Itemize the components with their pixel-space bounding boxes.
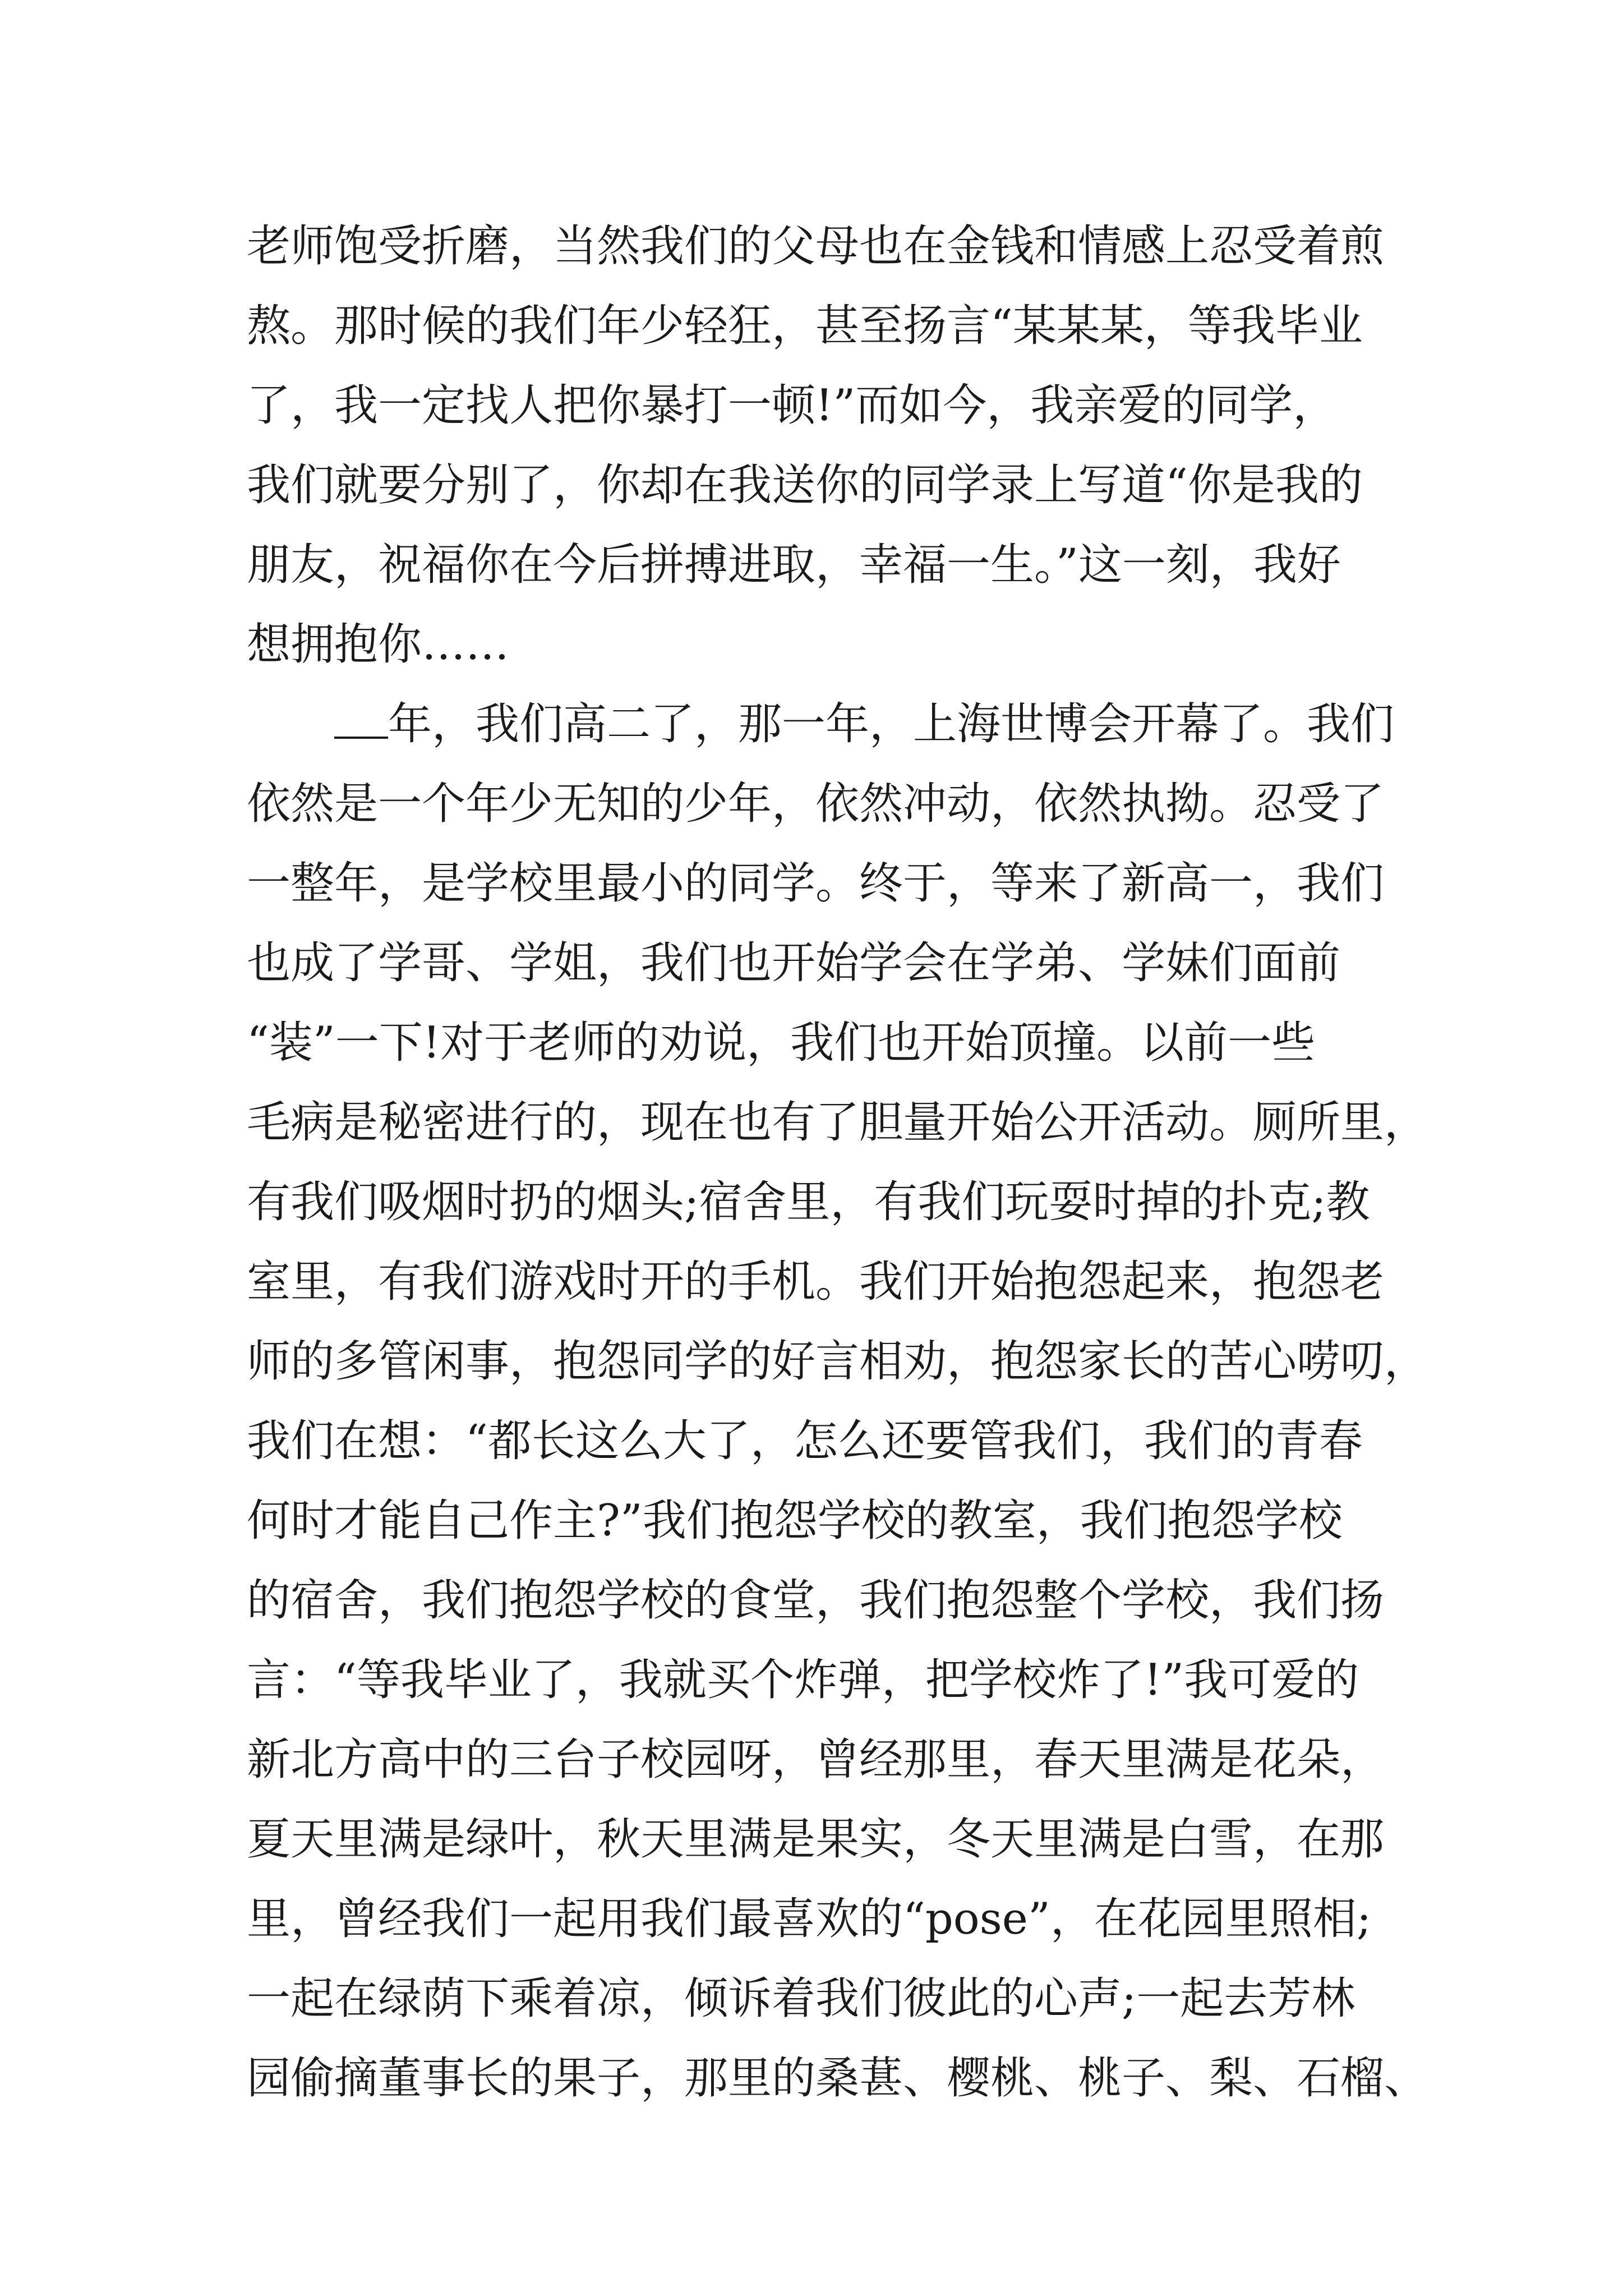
text-line: 夏天里满是绿叶，秋天里满是果实，冬天里满是白雪，在那 xyxy=(247,1814,1385,1865)
text-line: 言：“等我毕业了，我就买个炸弹，把学校炸了!”我可爱的 xyxy=(247,1655,1359,1705)
text-line: 的宿舍，我们抱怨学校的食堂，我们抱怨整个学校，我们扬 xyxy=(247,1575,1385,1626)
text-line: 熬。那时候的我们年少轻狂，甚至扬言“某某某，等我毕业 xyxy=(247,301,1363,351)
text-line: 一起在绿荫下乘着凉，倾诉着我们彼此的心声;一起去芳林 xyxy=(247,1973,1355,2024)
text-line: 新北方高中的三台子校园呀，曾经那里，春天里满是花朵， xyxy=(247,1734,1385,1785)
text-line: 室里，有我们游戏时开的手机。我们开始抱怨起来，抱怨老 xyxy=(247,1257,1385,1307)
text-line: 年，我们高二了，那一年，上海世博会开幕了。我们 xyxy=(388,699,1395,749)
text-line: 园偷摘董事长的果子，那里的桑葚、樱桃、桃子、梨、石榴、 xyxy=(247,2053,1428,2104)
text-line: 想拥抱你…… xyxy=(247,619,510,670)
text-line: 一整年，是学校里最小的同学。终于，等来了新高一，我们 xyxy=(247,858,1385,909)
text-line: 有我们吸烟时扔的烟头;宿舍里，有我们玩耍时掉的扑克;教 xyxy=(247,1177,1370,1227)
body-text xyxy=(247,206,1428,2118)
text-line: 我们就要分别了，你却在我送你的同学录上写道“你是我的 xyxy=(247,460,1363,510)
text-line: 朋友，祝福你在今后拼搏进取，幸福一生。”这一刻，我好 xyxy=(247,540,1341,590)
text-line: 也成了学哥、学姐，我们也开始学会在学弟、学妹们面前 xyxy=(247,938,1341,988)
text-line: 我们在想：“都长这么大了，怎么还要管我们，我们的青春 xyxy=(247,1416,1363,1466)
paragraph-first-line xyxy=(247,684,1395,764)
text-line: 里，曾经我们一起用我们最喜欢的“pose”，在花园里照相; xyxy=(247,1894,1372,1944)
text-line: 毛病是秘密进行的，现在也有了胆量开始公开活动。厕所里， xyxy=(247,1097,1428,1148)
text-line: 了，我一定找人把你暴打一顿!”而如今，我亲爱的同学， xyxy=(247,380,1337,431)
text-line: 何时才能自己作主?”我们抱怨学校的教室，我们抱怨学校 xyxy=(247,1496,1343,1546)
text-line: “装”一下!对于老师的劝说，我们也开始顶撞。以前一些 xyxy=(247,1018,1316,1068)
text-line: 师的多管闲事，抱怨同学的好言相劝，抱怨家长的苦心唠叨， xyxy=(247,1336,1428,1387)
text-line: 老师饱受折磨，当然我们的父母也在金钱和情感上忍受着煎 xyxy=(247,221,1385,272)
fill-in-blank xyxy=(334,697,388,739)
text-line: 依然是一个年少无知的少年，依然冲动，依然执拗。忍受了 xyxy=(247,779,1385,829)
